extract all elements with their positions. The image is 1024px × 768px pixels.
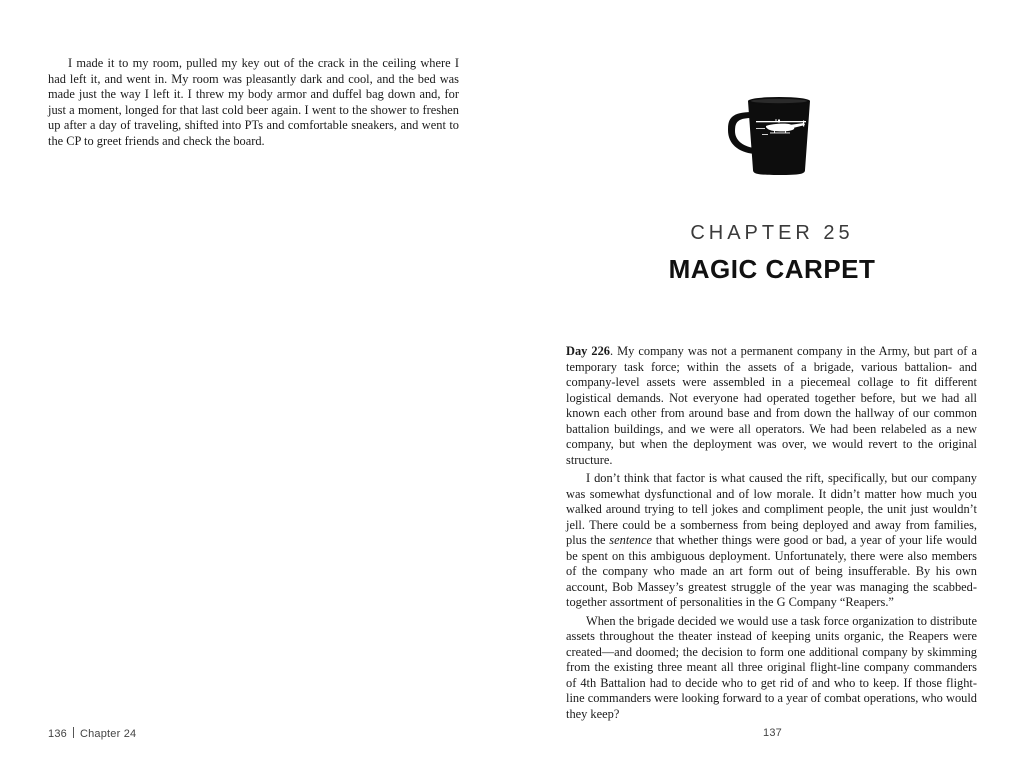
right-page: [512, 0, 1024, 768]
page-number: 136: [48, 728, 67, 740]
running-head: Chapter 24: [79, 728, 137, 740]
chapter-label: CHAPTER 25: [690, 222, 854, 244]
right-page-body: [566, 344, 977, 722]
body-paragraph: When the brigade decided we would use a task force organization to distribute assets throughout the theater instead of keeping units organic, the Reapers were created—and doomed; the decision to form one additional company by skimming from the existing three meant all three original flight-line company commanders of 4th Battalion had to decide who to get rid of and who to keep. If those flight-line commanders were looking forward to a year of combat operations, who would they keep?: [566, 613, 977, 721]
chapter-title: MAGIC CARPET: [668, 254, 876, 284]
emphasized-word: sentence: [609, 533, 652, 547]
folio-separator: [73, 727, 74, 738]
body-paragraph: [566, 344, 977, 468]
body-paragraph: [566, 471, 977, 611]
paragraph-text: . My company was not a permanent company in the Army, but part of a temporary task force; within the assets of a brigade, various battalion- and company-level assets were assembled in a piecemeal collage to fit different logistical demands. Not everyone had operated together before, but we had all known each other from around base and from down the hallway of our common battalion buildings, and we were all operators. We had been relabeled as a new company, but when the deployment was over, we would revert to the original structure.: [566, 344, 977, 467]
page-number: 137: [763, 727, 782, 739]
helicopter-mug-icon: [726, 94, 812, 176]
left-page-body: [48, 56, 459, 149]
left-page-folio: [48, 727, 136, 740]
day-label: Day 226: [566, 344, 610, 358]
paragraph-text: I don’t think that factor is what caused the rift, specifically, but our company was somewhat dysfunctional and of low morale. It didn’t matter how much you walked around trying to tell jokes and compliment people, the unit just wouldn’t jell. There could be a somberness from being deployed and away from families, plus the: [566, 471, 977, 547]
paragraph-text: that whether things were good or bad, a year of your life would be spent on this ambiguous deployment. Unfortunately, there were also members of the company who made an art form out of being insufferable. By his own account, Bob Massey’s greatest struggle of the year was managing the scabbed-together assortment of personalities in the G Company “Reapers.”: [566, 533, 977, 609]
body-paragraph: I made it to my room, pulled my key out of the crack in the ceiling where I had left it, and went in. My room was pleasantly dark and cool, and the bed was made just the way I left it. I threw my body armor and duffel bag down and, for just a moment, longed for that last cold beer again. I went to the shower to freshen up after a day of traveling, shifted into PTs and comfortable sneakers, and went to the CP to greet friends and check the board.: [48, 56, 459, 148]
